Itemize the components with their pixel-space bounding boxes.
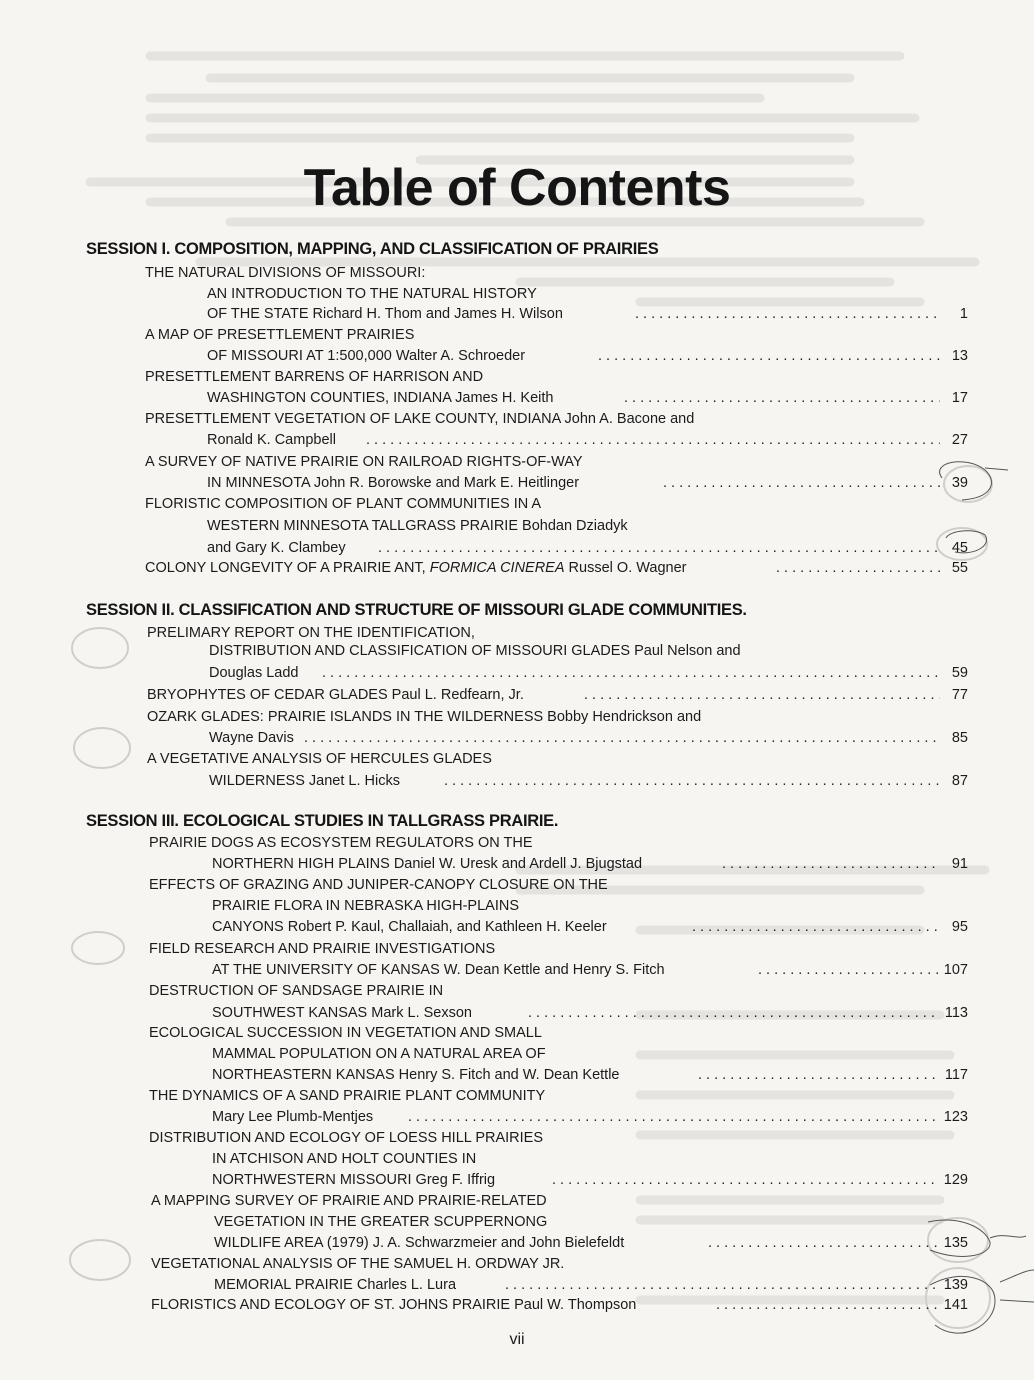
entry-line: SOUTHWEST KANSAS Mark L. Sexson xyxy=(212,1005,472,1021)
session-heading: SESSION II. CLASSIFICATION AND STRUCTURE OF MISSOURI GLADE COMMUNITIES. xyxy=(86,601,747,619)
entry-line: IN MINNESOTA John R. Borowske and Mark E. Heitlinger xyxy=(207,475,580,491)
session-heading: SESSION I. COMPOSITION, MAPPING, AND CLASSIFICATION OF PRAIRIES xyxy=(86,240,659,258)
entry-line: THE NATURAL DIVISIONS OF MISSOURI: xyxy=(145,265,426,281)
entry-line: BRYOPHYTES OF CEDAR GLADES Paul L. Redfearn, Jr. xyxy=(147,687,524,703)
entry-line: AN INTRODUCTION TO THE NATURAL HISTORY xyxy=(207,286,537,302)
page-number: 139 xyxy=(943,1277,968,1293)
entry-line: EFFECTS OF GRAZING AND JUNIPER-CANOPY CLOSURE ON THE xyxy=(149,877,608,893)
dot-leader xyxy=(698,1068,940,1083)
entry-line: NORTHWESTERN MISSOURI Greg F. Iffrig xyxy=(212,1172,496,1188)
page-number: 77 xyxy=(951,687,968,703)
dot-leader xyxy=(692,920,940,935)
dot-leader xyxy=(408,1110,940,1125)
entry-line: FLORISTIC COMPOSITION OF PLANT COMMUNITIES IN A xyxy=(145,496,542,512)
dot-leader xyxy=(304,731,940,746)
dot-leader xyxy=(708,1236,940,1251)
entry-line: ECOLOGICAL SUCCESSION IN VEGETATION AND SMALL xyxy=(149,1025,542,1041)
entry-line: A MAP OF PRESETTLEMENT PRAIRIES xyxy=(145,327,415,343)
dot-leader xyxy=(716,1298,940,1313)
page-number: 87 xyxy=(951,773,968,789)
page-number: 141 xyxy=(943,1297,968,1313)
dot-leader xyxy=(663,476,940,491)
entry-line: OF MISSOURI AT 1:500,000 Walter A. Schroeder xyxy=(207,348,526,364)
entry-line: VEGETATION IN THE GREATER SCUPPERNONG xyxy=(214,1214,548,1230)
page-number: 91 xyxy=(951,856,968,872)
entry-line: PRAIRIE FLORA IN NEBRASKA HIGH-PLAINS xyxy=(212,898,519,914)
entry-line: PRESETTLEMENT VEGETATION OF LAKE COUNTY, INDIANA John A. Bacone and xyxy=(145,411,695,427)
session-heading: SESSION III. ECOLOGICAL STUDIES IN TALLGRASS PRAIRIE. xyxy=(86,812,559,830)
entry-line: FLORISTICS AND ECOLOGY OF ST. JOHNS PRAIRIE Paul W. Thompson xyxy=(151,1297,637,1313)
entry-line: OF THE STATE Richard H. Thom and James H. Wilson xyxy=(207,306,563,322)
dot-leader xyxy=(722,857,940,872)
entry-line: DESTRUCTION OF SANDSAGE PRAIRIE IN xyxy=(149,983,444,999)
entry-line: AT THE UNIVERSITY OF KANSAS W. Dean Kettle and Henry S. Fitch xyxy=(212,962,665,978)
dot-leader xyxy=(758,963,940,978)
dot-leader xyxy=(322,666,940,681)
page-number: 13 xyxy=(951,348,968,364)
dot-leader xyxy=(528,1006,940,1021)
dot-leader xyxy=(505,1278,940,1293)
page-number: 27 xyxy=(951,432,968,448)
entry-line: Douglas Ladd xyxy=(209,665,299,681)
page-number: 129 xyxy=(943,1172,968,1188)
page-number: 117 xyxy=(944,1067,968,1083)
page-folio: vii xyxy=(509,1331,525,1348)
entry-line: and Gary K. Clambey xyxy=(207,540,346,556)
page-number: 113 xyxy=(944,1005,968,1021)
page-number: 135 xyxy=(943,1235,968,1251)
dot-leader xyxy=(598,349,940,364)
page-number: 17 xyxy=(951,390,968,406)
dot-leader xyxy=(776,561,940,576)
entry-line: IN ATCHISON AND HOLT COUNTIES IN xyxy=(212,1151,477,1167)
entry-line: MAMMAL POPULATION ON A NATURAL AREA OF xyxy=(212,1046,546,1062)
entry-line: NORTHERN HIGH PLAINS Daniel W. Uresk and Ardell J. Bjugstad xyxy=(212,856,643,872)
entry-line: NORTHEASTERN KANSAS Henry S. Fitch and W. Dean Kettle xyxy=(212,1067,620,1083)
entry-line: WASHINGTON COUNTIES, INDIANA James H. Keith xyxy=(207,390,554,406)
entry-line: PRAIRIE DOGS AS ECOSYSTEM REGULATORS ON THE xyxy=(149,835,533,851)
page-number: 39 xyxy=(951,475,968,491)
entry-line: FIELD RESEARCH AND PRAIRIE INVESTIGATIONS xyxy=(149,941,496,957)
dot-leader xyxy=(444,774,940,789)
entry-line: VEGETATIONAL ANALYSIS OF THE SAMUEL H. ORDWAY JR. xyxy=(151,1256,565,1272)
page-number: 123 xyxy=(943,1109,968,1125)
entry-line: PRESETTLEMENT BARRENS OF HARRISON AND xyxy=(145,369,484,385)
entry-line: DISTRIBUTION AND ECOLOGY OF LOESS HILL PRAIRIES xyxy=(149,1130,544,1146)
page-number: 85 xyxy=(951,730,968,746)
entry-line: DISTRIBUTION AND CLASSIFICATION OF MISSOURI GLADES Paul Nelson and xyxy=(209,643,741,659)
page-number: 55 xyxy=(951,560,968,576)
entry-line: WESTERN MINNESOTA TALLGRASS PRAIRIE Bohdan Dziadyk xyxy=(207,518,628,534)
dot-leader xyxy=(552,1173,940,1188)
entry-line: WILDERNESS Janet L. Hicks xyxy=(209,773,400,789)
entry-line: A MAPPING SURVEY OF PRAIRIE AND PRAIRIE-RELATED xyxy=(151,1193,547,1209)
entry-line: Ronald K. Campbell xyxy=(207,432,336,448)
dot-leader xyxy=(624,391,940,406)
entry-line: CANYONS Robert P. Kaul, Challaiah, and Kathleen H. Keeler xyxy=(212,919,607,935)
page-title: Table of Contents xyxy=(303,159,731,217)
dot-leader xyxy=(366,433,940,448)
dot-leader xyxy=(635,307,940,322)
entry-line: MEMORIAL PRAIRIE Charles L. Lura xyxy=(214,1277,457,1293)
dot-leader xyxy=(584,688,940,703)
dot-leader xyxy=(378,541,940,556)
entry-line: Wayne Davis xyxy=(209,730,294,746)
entry-line: THE DYNAMICS OF A SAND PRAIRIE PLANT COMMUNITY xyxy=(149,1088,546,1104)
entry-line: WILDLIFE AREA (1979) J. A. Schwarzmeier and John Bielefeldt xyxy=(214,1235,625,1251)
entry-line: A VEGETATIVE ANALYSIS OF HERCULES GLADES xyxy=(147,751,492,767)
page-number: 59 xyxy=(951,665,968,681)
entry-line: COLONY LONGEVITY OF A PRAIRIE ANT, FORMICA CINEREA Russel O. Wagner xyxy=(145,560,687,576)
entry-line: Mary Lee Plumb-Mentjes xyxy=(212,1109,374,1125)
page-number: 107 xyxy=(943,962,968,978)
entry-line: PRELIMARY REPORT ON THE IDENTIFICATION, xyxy=(147,625,475,641)
page-number: 1 xyxy=(959,306,968,322)
page-number: 95 xyxy=(951,919,968,935)
entry-line: OZARK GLADES: PRAIRIE ISLANDS IN THE WILDERNESS Bobby Hendrickson and xyxy=(147,709,702,725)
entry-line: A SURVEY OF NATIVE PRAIRIE ON RAILROAD RIGHTS-OF-WAY xyxy=(145,454,583,470)
page-number: 45 xyxy=(951,540,968,556)
